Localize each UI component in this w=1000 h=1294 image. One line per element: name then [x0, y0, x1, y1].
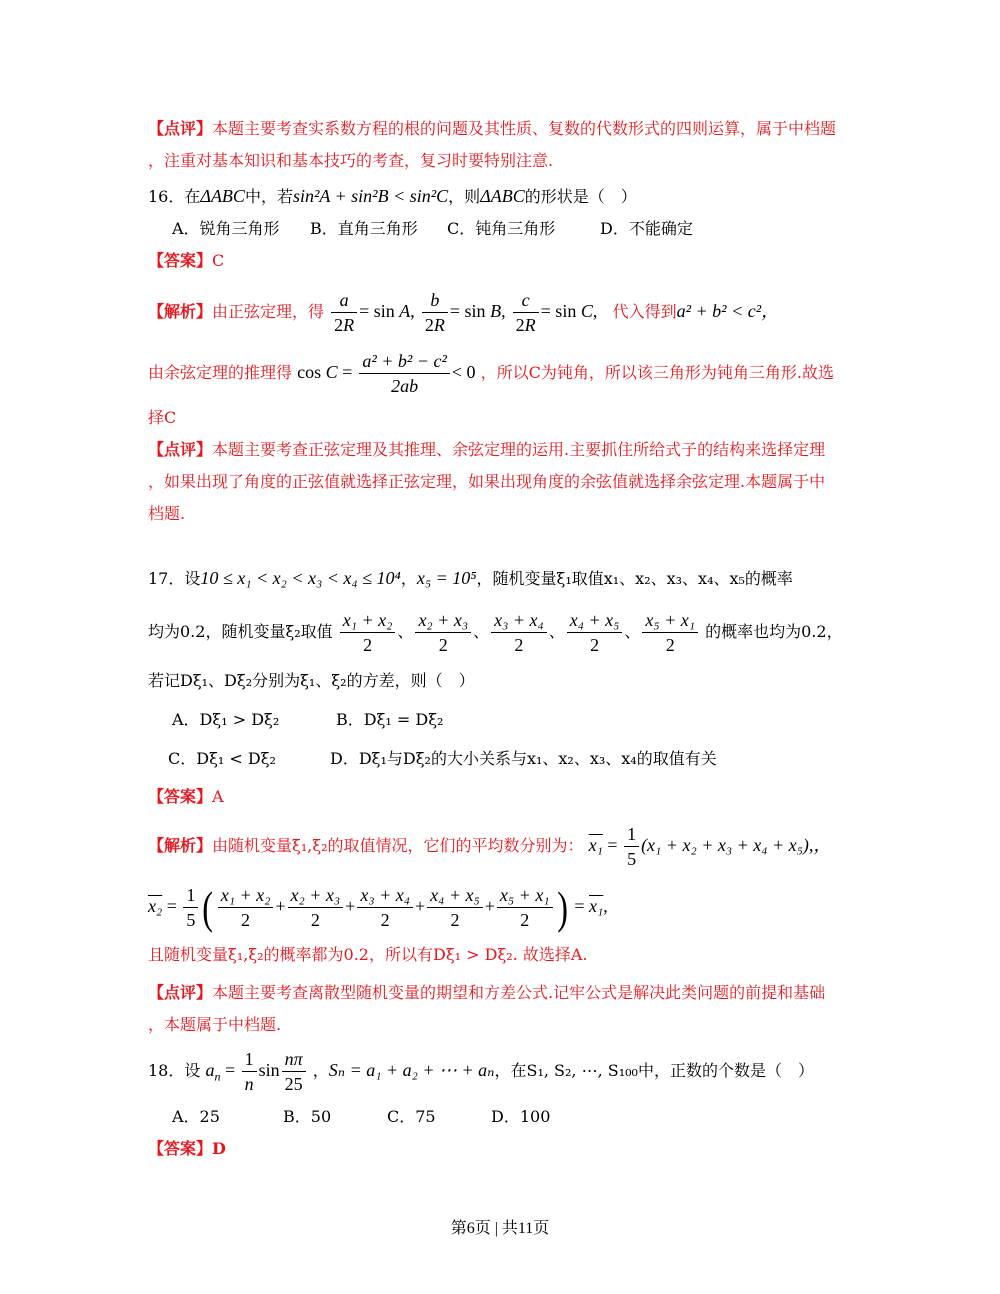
q16-comment-line2: ，如果出现了角度的正弦值就选择正弦定理，如果出现角度的余弦值就选择余弦定理.本题属于中 [148, 472, 826, 491]
q17-analysis-text: 由随机变量ξ₁,ξ₂的取值情况，它们的平均数分别为： [212, 836, 584, 855]
q16-analysis-line1 [148, 288, 779, 337]
q17-range: 10 ≤ x₁ < x₂ < x₃ < x₄ ≤ 10⁴ [200, 568, 401, 588]
answer-tag: 【答案】 [148, 1139, 213, 1158]
q16-text: 中，若 [244, 187, 293, 206]
q18-stem [148, 1046, 814, 1101]
q18-text: ，在S₁, S₂, ⋯, S₁₀₀中，正数的个数是（ ） [494, 1061, 814, 1080]
q17-text: ， [400, 569, 417, 588]
q17-comment-line2: ，本题属于中档题. [148, 1015, 282, 1034]
page-footer: 第6页 | 共11页 [450, 1220, 550, 1237]
q16-stem [148, 185, 637, 208]
analysis-tag: 【解析】 [148, 836, 213, 855]
sine-law-formula: $\frac{a}{2R}$ = sin A, $\frac{b}{2R}$ = sin B, $\frac{c}{2R}$ = sin C, [329, 302, 602, 321]
q16-option-b: B．直角三角形 [310, 219, 418, 238]
q16-number: 16．在 [148, 187, 201, 206]
q15-comment-text1: 本题主要考查实系数方程的根的问题及其性质、复数的代数形式的四则运算，属于中档题 [212, 119, 837, 138]
q17-analysis-line1 [148, 822, 831, 871]
q15-comment-line2: ，注重对基本知识和基本技巧的考查，复习时要特别注意. [148, 151, 554, 170]
q17-comment-line1 [148, 982, 825, 1004]
cosine-formula: cos C = $\frac{\text{a² + b² − c²}}{2ab}$ < 0 [297, 351, 476, 396]
q16-condition: sin²A + sin²B < sin²C [292, 186, 449, 206]
q16-text: 的形状是（ ） [524, 187, 637, 206]
q16-analysis-ineq: a² + b² < c²， [676, 301, 780, 321]
q16-analysis-line3: 择C [148, 408, 177, 427]
q16-option-a: A．锐角三角形 [172, 219, 280, 238]
q17-option-b: B．Dξ₁ = Dξ₂ [336, 710, 444, 729]
q18-text: ， [312, 1061, 329, 1080]
q16-analysis-text: 由余弦定理的推理得 [148, 363, 293, 382]
q16-triangle: ΔABC [200, 186, 245, 206]
q17-x5: x₅ = 10⁵ [416, 568, 477, 588]
q18-text: 18．设 [148, 1061, 201, 1080]
q17-comment-text: 本题主要考查离散型随机变量的期望和方差公式.记牢公式是解决此类问题的前提和基础 [212, 983, 826, 1002]
q17-answer [148, 786, 224, 808]
comment-tag: 【点评】 [148, 983, 213, 1002]
q17-answer-value: A [212, 787, 224, 806]
q16-answer [148, 250, 224, 272]
comment-tag: 【点评】 [148, 119, 213, 138]
q17-stem-line1 [148, 567, 793, 590]
q18-option-c: C．75 [387, 1107, 436, 1126]
q18-sn: Sₙ = a₁ + a₂ + ⋯ + aₙ [328, 1060, 495, 1080]
q18-answer-value: D [212, 1139, 226, 1158]
q16-comment-line1 [148, 439, 825, 461]
q17-text: ，随机变量ξ₁取值x₁、x₂、x₃、x₄、x₅的概率 [476, 569, 793, 588]
q17-option-d: D．Dξ₁与Dξ₂的大小关系与x₁、x₂、x₃、x₄的取值有关 [330, 749, 717, 768]
q17-text: 均为0.2，随机变量ξ₂取值 [148, 622, 333, 641]
q17-option-a: A．Dξ₁ > Dξ₂ [172, 710, 280, 729]
q18-option-a: A．25 [172, 1107, 220, 1126]
q16-analysis-line2 [148, 347, 834, 398]
answer-tag: 【答案】 [148, 787, 213, 806]
q18-option-d: D．100 [491, 1107, 551, 1126]
q17-mean-tail: (x₁ + x₂ + x₃ + x₄ + x₅),， [641, 835, 832, 855]
mean-formula-2: x₂ = $\frac{1}{5}$ ( $\frac{\text{x₁ + x₂}}{2}$ + $\frac{\text{x₂ + x₃}}{2}$ + $\frac{\text{x₃ + x₄}}{2}$ + $\frac{\text{x₄ + x₅}}{2}$ + $\frac{\text{x₅ + x₁}}{2}$ ) = x₁, [148, 881, 608, 933]
q16-option-c: C．钝角三角形 [447, 219, 556, 238]
q16-analysis-text: ，所以C为钝角，所以该三角形为钝角三角形.故选 [480, 363, 834, 382]
q16-triangle: ΔABC [480, 186, 525, 206]
q17-analysis-line3: 且随机变量ξ₁,ξ₂的概率都为0.2，所以有Dξ₁ > Dξ₂. 故选择A. [148, 945, 588, 964]
q16-comment-line3: 档题. [148, 504, 186, 523]
q16-analysis-text: 代入得到 [612, 302, 677, 321]
q16-text: ，则 [448, 187, 481, 206]
q16-option-d: D．不能确定 [600, 219, 693, 238]
q16-answer-value: C [212, 251, 225, 270]
q17-text: 的概率也均为0.2， [705, 622, 843, 641]
q17-analysis-line2 [148, 878, 608, 935]
q17-option-c: C．Dξ₁ < Dξ₂ [168, 749, 276, 768]
q18-answer [148, 1138, 226, 1160]
comment-tag: 【点评】 [148, 440, 213, 459]
q18-option-b: B．50 [283, 1107, 332, 1126]
analysis-tag: 【解析】 [148, 302, 213, 321]
q16-analysis-text: 由正弦定理，得 [212, 302, 325, 321]
q17-stem-line2 [148, 608, 843, 657]
q17-text: 17．设 [148, 569, 201, 588]
q17-values: $\frac{\text{x₁ + x₂}}{2}$ 、 $\frac{\text{x₂ + x₃}}{2}$ 、 $\frac{\text{x₃ + x₄}}{2}$ 、 $\frac{\text{x₄ + x₅}}{2}$ 、 $\frac{\text{x₅ + x₁}}{2}$ [338, 622, 705, 641]
q15-comment-line1 [148, 118, 836, 140]
q17-stem-line3: 若记Dξ₁、Dξ₂分别为ξ₁、ξ₂的方差，则（ ） [148, 671, 475, 690]
mean-formula-1: x₁ = $\frac{1}{5}$ (x₁ + x₂ + x₃ + x₄ + x₅),， [588, 824, 832, 869]
an-formula: $a_n$ = $\frac{1}{n}$ sin $\frac{n\pi}{25}$ [205, 1061, 312, 1080]
q16-comment-text: 本题主要考查正弦定理及其推理、余弦定理的运用.主要抓住所给式子的结构来选择定理 [212, 440, 826, 459]
answer-tag: 【答案】 [148, 251, 213, 270]
